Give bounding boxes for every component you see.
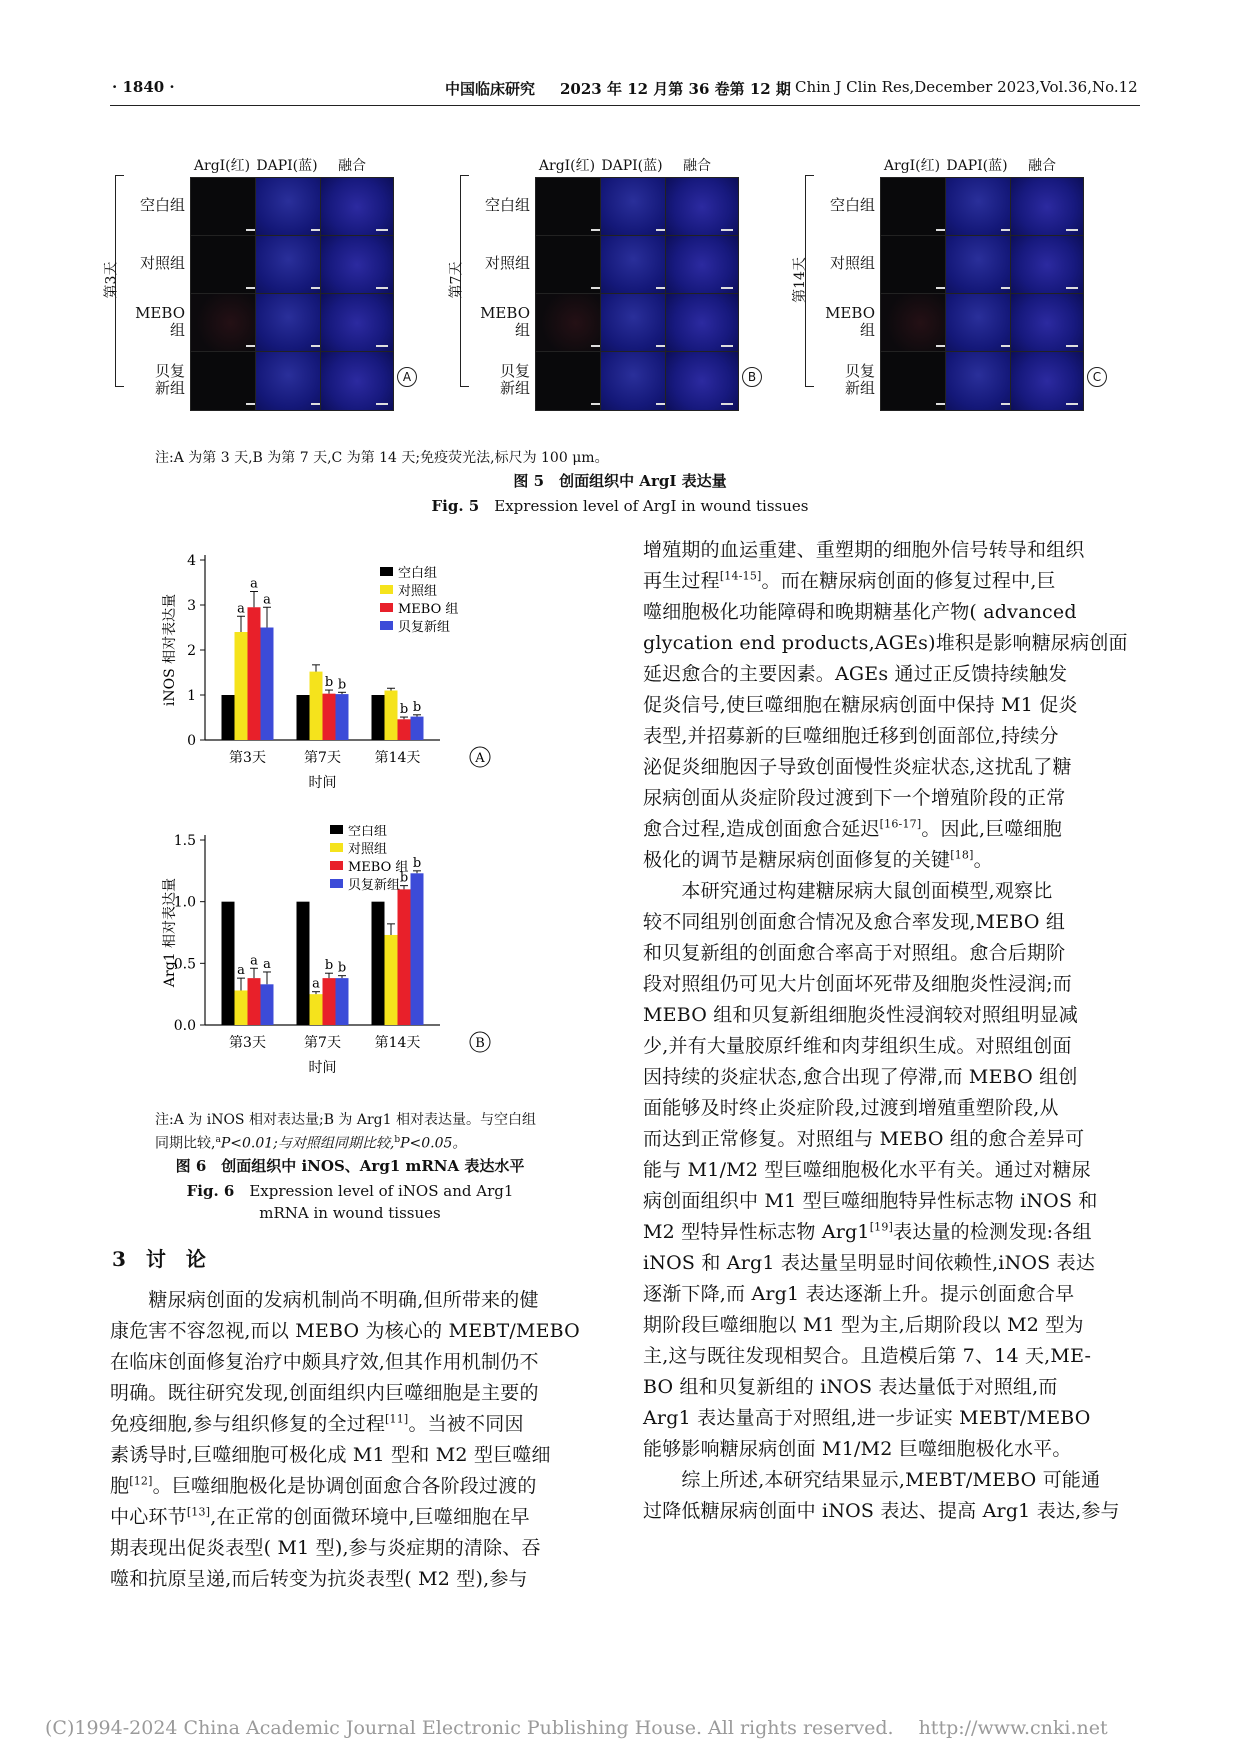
fluorescence-image xyxy=(190,293,264,353)
fluorescence-image xyxy=(880,293,954,353)
scale-bar xyxy=(1066,345,1078,347)
fig5-row-label: MEBO 组 xyxy=(825,304,875,339)
significance-label: b xyxy=(412,699,422,715)
fluorescence-image xyxy=(665,235,739,295)
legend-label: 空白组 xyxy=(348,825,388,839)
scale-bar xyxy=(721,345,733,347)
fluorescence-image xyxy=(945,293,1019,353)
bar xyxy=(310,994,323,1025)
scale-bar xyxy=(376,229,388,231)
bar xyxy=(261,984,274,1025)
fluorescence-image xyxy=(665,293,739,353)
bar xyxy=(398,719,411,740)
right-text-line: 和贝复新组的创面愈合率高于对照组。愈合后期阶 xyxy=(643,942,1066,964)
right-text-line: 能够影响糖尿病创面 M1/M2 巨噬细胞极化水平。 xyxy=(643,1438,1072,1460)
fig5-row-label: 空白组 xyxy=(484,196,530,214)
y-tick-label: 3 xyxy=(187,598,196,614)
fluorescence-image xyxy=(535,293,609,353)
scale-bar xyxy=(721,287,733,289)
day-label: 第7天 xyxy=(448,261,465,299)
fluorescence-image xyxy=(665,351,739,411)
legend-swatch xyxy=(380,567,393,576)
right-text-line: 愈合过程,造成创面愈合延迟[16-17]。因此,巨噬细胞 xyxy=(643,817,1062,840)
scale-bar xyxy=(376,287,388,289)
y-tick-label: 1.0 xyxy=(173,894,196,911)
journal-issue-cn: 2023 年 12 月第 36 卷第 12 期 xyxy=(560,80,791,98)
right-text-line: Arg1 表达量高于对照组,进一步证实 MEBT/MEBO xyxy=(643,1407,1091,1429)
scale-bar xyxy=(376,345,388,347)
legend-swatch xyxy=(330,843,343,852)
right-text-line: iNOS 和 Arg1 表达量呈明显时间依赖性,iNOS 表达 xyxy=(643,1252,1096,1274)
fluorescence-image xyxy=(535,177,609,237)
day-label: 第14天 xyxy=(791,257,808,303)
fig5-row-label: MEBO 组 xyxy=(135,304,185,339)
significance-label: a xyxy=(237,963,245,979)
bar xyxy=(323,694,336,740)
fluorescence-image xyxy=(320,293,394,353)
bar xyxy=(248,607,261,740)
fluorescence-image xyxy=(945,235,1019,295)
bar xyxy=(385,935,398,1025)
legend-label: 贝复新组 xyxy=(348,878,401,893)
fig5-row-label: 对照组 xyxy=(139,254,185,272)
fig5-caption-en: Fig. 5 Expression level of ArgI in wound tissues xyxy=(431,497,809,515)
fluorescence-image xyxy=(255,351,329,411)
fluorescence-image xyxy=(880,351,954,411)
x-tick-label: 第7天 xyxy=(304,750,341,766)
left-text-line: 期表现出促炎表型( M1 型),参与炎症期的清除、吞 xyxy=(110,1537,541,1559)
bar xyxy=(411,873,424,1025)
fig5-column-header: DAPI(蓝) xyxy=(946,158,1008,174)
right-text-line: 期阶段巨噬细胞以 M1 型为主,后期阶段以 M2 型为 xyxy=(643,1314,1084,1336)
significance-label: b xyxy=(324,675,334,691)
panel-letter: B xyxy=(475,1036,485,1051)
right-text-line: 表型,并招募新的巨噬细胞迁移到创面部位,持续分 xyxy=(643,725,1059,747)
fig5-caption-cn: 图 5 创面组织中 ArgI 表达量 xyxy=(513,472,727,490)
fluorescence-image xyxy=(945,351,1019,411)
bar xyxy=(372,902,385,1025)
legend-swatch xyxy=(380,603,393,612)
y-axis-label: Arg1 相对表达量 xyxy=(162,877,178,988)
right-text-line: 延迟愈合的主要因素。AGEs 通过正反馈持续触发 xyxy=(643,663,1068,685)
fluorescence-image xyxy=(880,177,954,237)
fluorescence-image xyxy=(320,177,394,237)
right-text-line: 泌促炎细胞因子导致创面慢性炎症状态,这扰乱了糖 xyxy=(643,756,1072,778)
fig5-column-header: DAPI(蓝) xyxy=(601,158,663,174)
page-number: · 1840 · xyxy=(112,78,175,96)
fig5-row-label: 对照组 xyxy=(829,254,875,272)
right-text-line: 段对照组仍可见大片创面坏死带及细胞炎性浸润;而 xyxy=(643,973,1073,995)
fluorescence-image xyxy=(665,177,739,237)
fig5-column-header: ArgI(红) xyxy=(538,158,596,174)
significance-label: a xyxy=(312,976,320,992)
day-label: 第3天 xyxy=(103,261,120,299)
right-text-line: 能与 M1/M2 型巨噬细胞极化水平有关。通过对糖尿 xyxy=(643,1159,1091,1181)
fluorescence-image xyxy=(880,235,954,295)
legend-label: 对照组 xyxy=(398,584,438,599)
significance-label: a xyxy=(250,576,258,592)
bar xyxy=(372,695,385,740)
fluorescence-image xyxy=(945,177,1019,237)
right-text-line: 促炎信号,使巨噬细胞在糖尿病创面中保持 M1 促炎 xyxy=(643,694,1078,716)
bar xyxy=(411,717,424,740)
fluorescence-image xyxy=(255,293,329,353)
fluorescence-image xyxy=(190,177,264,237)
legend-swatch xyxy=(380,585,393,594)
fig5-column-header: DAPI(蓝) xyxy=(256,158,318,174)
bar xyxy=(336,978,349,1025)
left-text-line: 明确。既往研究发现,创面组织内巨噬细胞是主要的 xyxy=(110,1382,539,1404)
y-tick-label: 0.5 xyxy=(173,956,196,973)
significance-label: a xyxy=(237,601,245,617)
fluorescence-image xyxy=(1010,351,1084,411)
x-tick-label: 第3天 xyxy=(229,750,266,766)
right-text-line: 本研究通过构建糖尿病大鼠创面模型,观察比 xyxy=(643,880,1053,902)
left-text-line: 胞[12]。巨噬细胞极化是协调创面愈合各阶段过渡的 xyxy=(110,1474,537,1497)
panel-letter: C xyxy=(1087,367,1107,387)
right-text-line: 增殖期的血运重建、重塑期的细胞外信号转导和组织 xyxy=(643,539,1085,561)
right-text-line: 因持续的炎症状态,愈合出现了停滞,而 MEBO 组创 xyxy=(643,1066,1078,1088)
right-text-line: 而达到正常修复。对照组与 MEBO 组的愈合差异可 xyxy=(643,1128,1085,1150)
fig6-caption-en: Fig. 6 Expression level of iNOS and Arg1 mRNA in wound tissues xyxy=(186,1182,514,1222)
fig5-row-label: 贝复 新组 xyxy=(844,362,875,397)
legend-label: MEBO 组 xyxy=(398,602,459,617)
right-text-column xyxy=(643,535,1143,1527)
journal-title-en: Chin J Clin Res,December 2023,Vol.36,No.12 xyxy=(795,78,1138,96)
right-text-line: 极化的调节是糖尿病创面修复的关键[18]。 xyxy=(643,848,993,871)
fig5-row-label: 贝复 新组 xyxy=(154,362,185,397)
significance-label: b xyxy=(337,677,347,693)
left-text-line: 在临床创面修复治疗中颇具疗效,但其作用机制仍不 xyxy=(110,1351,539,1373)
significance-label: b xyxy=(324,958,334,974)
right-text-line: 少,并有大量胶原纤维和肉芽组织生成。对照组创面 xyxy=(643,1035,1072,1057)
x-tick-label: 第14天 xyxy=(374,750,421,766)
fig5-panel-a xyxy=(100,155,440,445)
bar xyxy=(261,628,274,741)
scale-bar xyxy=(1066,287,1078,289)
significance-label: b xyxy=(399,702,409,718)
inos-bar-chart xyxy=(160,545,550,820)
x-axis-label: 时间 xyxy=(308,1060,337,1076)
left-text-line: 噬和抗原呈递,而后转变为抗炎表型( M2 型),参与 xyxy=(110,1568,528,1590)
right-text-line: glycation end products,AGEs)堆积是影响糖尿病创面 xyxy=(643,632,1128,654)
fluorescence-image xyxy=(535,235,609,295)
fig5-column-header: 融合 xyxy=(338,158,366,174)
panel-letter: A xyxy=(475,751,485,766)
fig5-column-header: ArgI(红) xyxy=(193,158,251,174)
fig6-note: 注:A 为 iNOS 相对表达量;B 为 Arg1 相对表达量。与空白组 同期比较,$^a$P<0.01;与对照组同期比较,$^b$P<0.05。 xyxy=(155,1112,536,1152)
right-text-line: 面能够及时终止炎症阶段,过渡到增殖重塑阶段,从 xyxy=(643,1097,1059,1119)
fluorescence-image xyxy=(1010,177,1084,237)
y-axis-label: iNOS 相对表达量 xyxy=(162,593,178,707)
significance-label: b xyxy=(412,855,422,871)
right-text-line: 病创面组织中 M1 型巨噬细胞特异性标志物 iNOS 和 xyxy=(643,1190,1098,1212)
legend-label: MEBO 组 xyxy=(348,860,409,875)
fluorescence-image xyxy=(600,235,674,295)
section-title: 3 讨 论 xyxy=(112,1247,206,1271)
right-text-line: 逐渐下降,而 Arg1 表达逐渐上升。提示创面愈合早 xyxy=(643,1283,1075,1305)
right-text-line: 主,这与既往发现相契合。且造模后第 7、14 天,ME- xyxy=(643,1345,1092,1367)
significance-label: a xyxy=(250,953,258,969)
bar xyxy=(336,694,349,740)
header-rule xyxy=(110,105,1140,106)
scale-bar xyxy=(721,229,733,231)
arg1-bar-chart xyxy=(160,825,550,1105)
bar xyxy=(248,978,261,1025)
left-text-line: 康危害不容忽视,而以 MEBO 为核心的 MEBT/MEBO xyxy=(110,1320,580,1342)
significance-label: b xyxy=(337,960,347,976)
left-text-line: 素诱导时,巨噬细胞可极化成 M1 型和 M2 型巨噬细 xyxy=(110,1444,551,1466)
copyright-footer: (C)1994-2024 China Academic Journal Electronic Publishing House. All rights reserved. http://www.cnki.net xyxy=(45,1717,1108,1739)
fig6-caption-cn: 图 6 创面组织中 iNOS、Arg1 mRNA 表达水平 xyxy=(175,1157,525,1175)
fluorescence-image xyxy=(255,177,329,237)
significance-label: a xyxy=(263,592,271,608)
left-text-line: 免疫细胞,参与组织修复的全过程[11]。当被不同因 xyxy=(110,1412,524,1435)
right-text-line: 综上所述,本研究结果显示,MEBT/MEBO 可能通 xyxy=(643,1469,1101,1491)
fluorescence-image xyxy=(600,351,674,411)
significance-label: b xyxy=(399,870,409,886)
fluorescence-image xyxy=(535,351,609,411)
significance-label: a xyxy=(263,956,271,972)
y-tick-label: 4 xyxy=(187,553,196,569)
scale-bar xyxy=(721,403,733,405)
legend-label: 空白组 xyxy=(398,566,438,581)
bar xyxy=(385,691,398,741)
y-tick-label: 1.5 xyxy=(173,833,196,849)
legend-label: 对照组 xyxy=(348,842,388,857)
journal-title-cn: 中国临床研究 xyxy=(445,80,536,98)
fluorescence-image xyxy=(190,235,264,295)
bar xyxy=(297,902,310,1025)
fig5-note: 注:A 为第 3 天,B 为第 7 天,C 为第 14 天;免疫荧光法,标尺为 100 μm。 xyxy=(155,450,609,466)
left-text-line: 中心环节[13],在正常的创面微环境中,巨噬细胞在早 xyxy=(110,1505,530,1528)
fluorescence-image xyxy=(600,293,674,353)
fig5-column-header: 融合 xyxy=(1028,158,1056,174)
fluorescence-image xyxy=(600,177,674,237)
bar xyxy=(297,695,310,740)
fig5-row-label: 对照组 xyxy=(484,254,530,272)
fluorescence-image xyxy=(1010,235,1084,295)
x-tick-label: 第3天 xyxy=(229,1035,266,1051)
bar xyxy=(222,902,235,1025)
panel-letter: B xyxy=(742,367,762,387)
y-tick-label: 1 xyxy=(187,688,196,704)
bar xyxy=(222,695,235,740)
fig5-column-header: ArgI(红) xyxy=(883,158,941,174)
legend-swatch xyxy=(330,861,343,870)
right-text-line: MEBO 组和贝复新组细胞炎性浸润较对照组明显减 xyxy=(643,1004,1079,1026)
y-tick-label: 0 xyxy=(187,733,196,749)
scale-bar xyxy=(376,403,388,405)
y-tick-label: 2 xyxy=(187,643,196,659)
fluorescence-image xyxy=(320,235,394,295)
right-text-line: M2 型特异性标志物 Arg1[19]表达量的检测发现:各组 xyxy=(643,1220,1092,1243)
bar xyxy=(235,990,248,1025)
bar xyxy=(310,672,323,740)
fig5-row-label: MEBO 组 xyxy=(480,304,530,339)
fluorescence-image xyxy=(255,235,329,295)
right-text-line: 过降低糖尿病创面中 iNOS 表达、提高 Arg1 表达,参与 xyxy=(643,1500,1120,1522)
x-tick-label: 第7天 xyxy=(304,1035,341,1051)
fig5-row-label: 贝复 新组 xyxy=(499,362,530,397)
legend-swatch xyxy=(330,879,343,888)
fluorescence-image xyxy=(320,351,394,411)
fig5-row-label: 空白组 xyxy=(139,196,185,214)
legend-swatch xyxy=(380,621,393,630)
bar xyxy=(235,632,248,740)
right-text-line: BO 组和贝复新组的 iNOS 表达量低于对照组,而 xyxy=(643,1376,1058,1398)
left-text-line: 糖尿病创面的发病机制尚不明确,但所带来的健 xyxy=(110,1289,539,1311)
x-tick-label: 第14天 xyxy=(374,1035,421,1051)
scale-bar xyxy=(1066,403,1078,405)
fig5-column-header: 融合 xyxy=(683,158,711,174)
bar xyxy=(398,889,411,1025)
legend-swatch xyxy=(330,825,343,834)
right-text-line: 噬细胞极化功能障碍和晚期糖基化产物( advanced xyxy=(643,601,1077,623)
x-axis-label: 时间 xyxy=(308,775,337,791)
scale-bar xyxy=(1066,229,1078,231)
legend-label: 贝复新组 xyxy=(398,620,451,635)
panel-letter: A xyxy=(397,367,417,387)
fig5-panel-b xyxy=(445,155,785,445)
right-text-line: 尿病创面从炎症阶段过渡到下一个增殖阶段的正常 xyxy=(643,787,1066,809)
y-tick-label: 0.0 xyxy=(173,1018,196,1034)
right-text-line: 较不同组别创面愈合情况及愈合率发现,MEBO 组 xyxy=(643,911,1066,933)
bar xyxy=(323,978,336,1025)
fluorescence-image xyxy=(1010,293,1084,353)
fluorescence-image xyxy=(190,351,264,411)
right-text-line: 再生过程[14-15]。而在糖尿病创面的修复过程中,巨 xyxy=(643,569,1056,592)
left-text-column xyxy=(110,1285,600,1595)
fig5-row-label: 空白组 xyxy=(829,196,875,214)
fig5-panel-c xyxy=(790,155,1130,445)
